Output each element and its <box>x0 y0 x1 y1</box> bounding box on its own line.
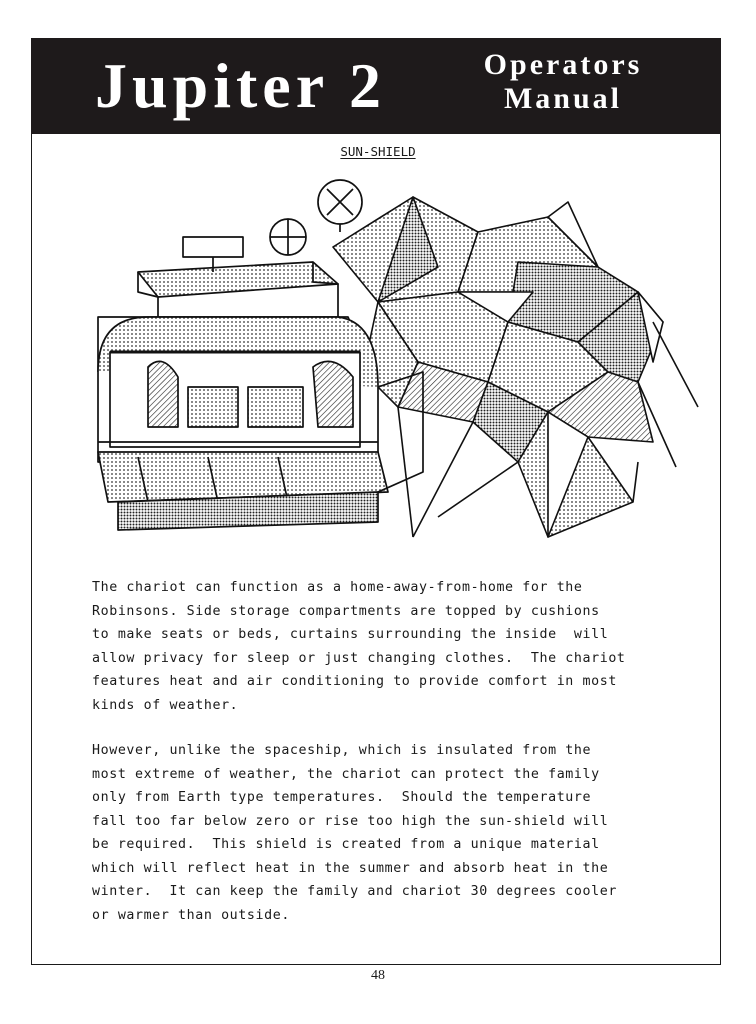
subtitle-line-manual: Manual <box>503 82 623 115</box>
chariot-sun-shield-illustration <box>78 172 703 552</box>
manual-title: Jupiter 2 <box>95 50 386 121</box>
p2-line-4: fall too far below zero or rise too high the sun-shield will <box>92 813 609 829</box>
p2-line-7: winter. It can keep the family and chariot 30 degrees cooler <box>92 884 617 899</box>
paragraph-sun-shield <box>92 739 702 927</box>
p2-line-8: or warmer than outside. <box>92 907 290 923</box>
page-number: 48 <box>371 968 385 983</box>
paragraph-chariot-home <box>92 576 702 717</box>
sun-shield-polyhedra <box>333 197 698 537</box>
p2-line-6: which will reflect heat in the summer and absorb heat in the <box>92 860 609 876</box>
p2-line-5: be required. This shield is created from a unique material <box>92 837 600 852</box>
body-text <box>92 576 702 927</box>
p2-line-3: only from Earth type temperatures. Should the temperature <box>92 790 592 805</box>
p2-line-2: most extreme of weather, the chariot can protect the family <box>92 766 600 782</box>
p1-line-3: to make seats or beds, curtains surrounding the inside will <box>92 627 609 642</box>
manual-subtitle <box>463 48 663 116</box>
p1-line-2: Robinsons. Side storage compartments are topped by cushions <box>92 603 600 619</box>
section-title: SUN-SHIELD <box>340 144 416 159</box>
p1-line-4: allow privacy for sleep or just changing clothes. The chariot <box>92 650 626 666</box>
p2-line-1: However, unlike the spaceship, which is insulated from the <box>92 743 592 758</box>
p1-line-6: kinds of weather. <box>92 697 239 713</box>
subtitle-line-operators: Operators <box>483 48 643 81</box>
p1-line-1: The chariot can function as a home-away-from-home for the <box>92 580 583 595</box>
p1-line-5: features heat and air conditioning to provide comfort in most <box>92 674 617 689</box>
header-banner <box>31 38 721 134</box>
